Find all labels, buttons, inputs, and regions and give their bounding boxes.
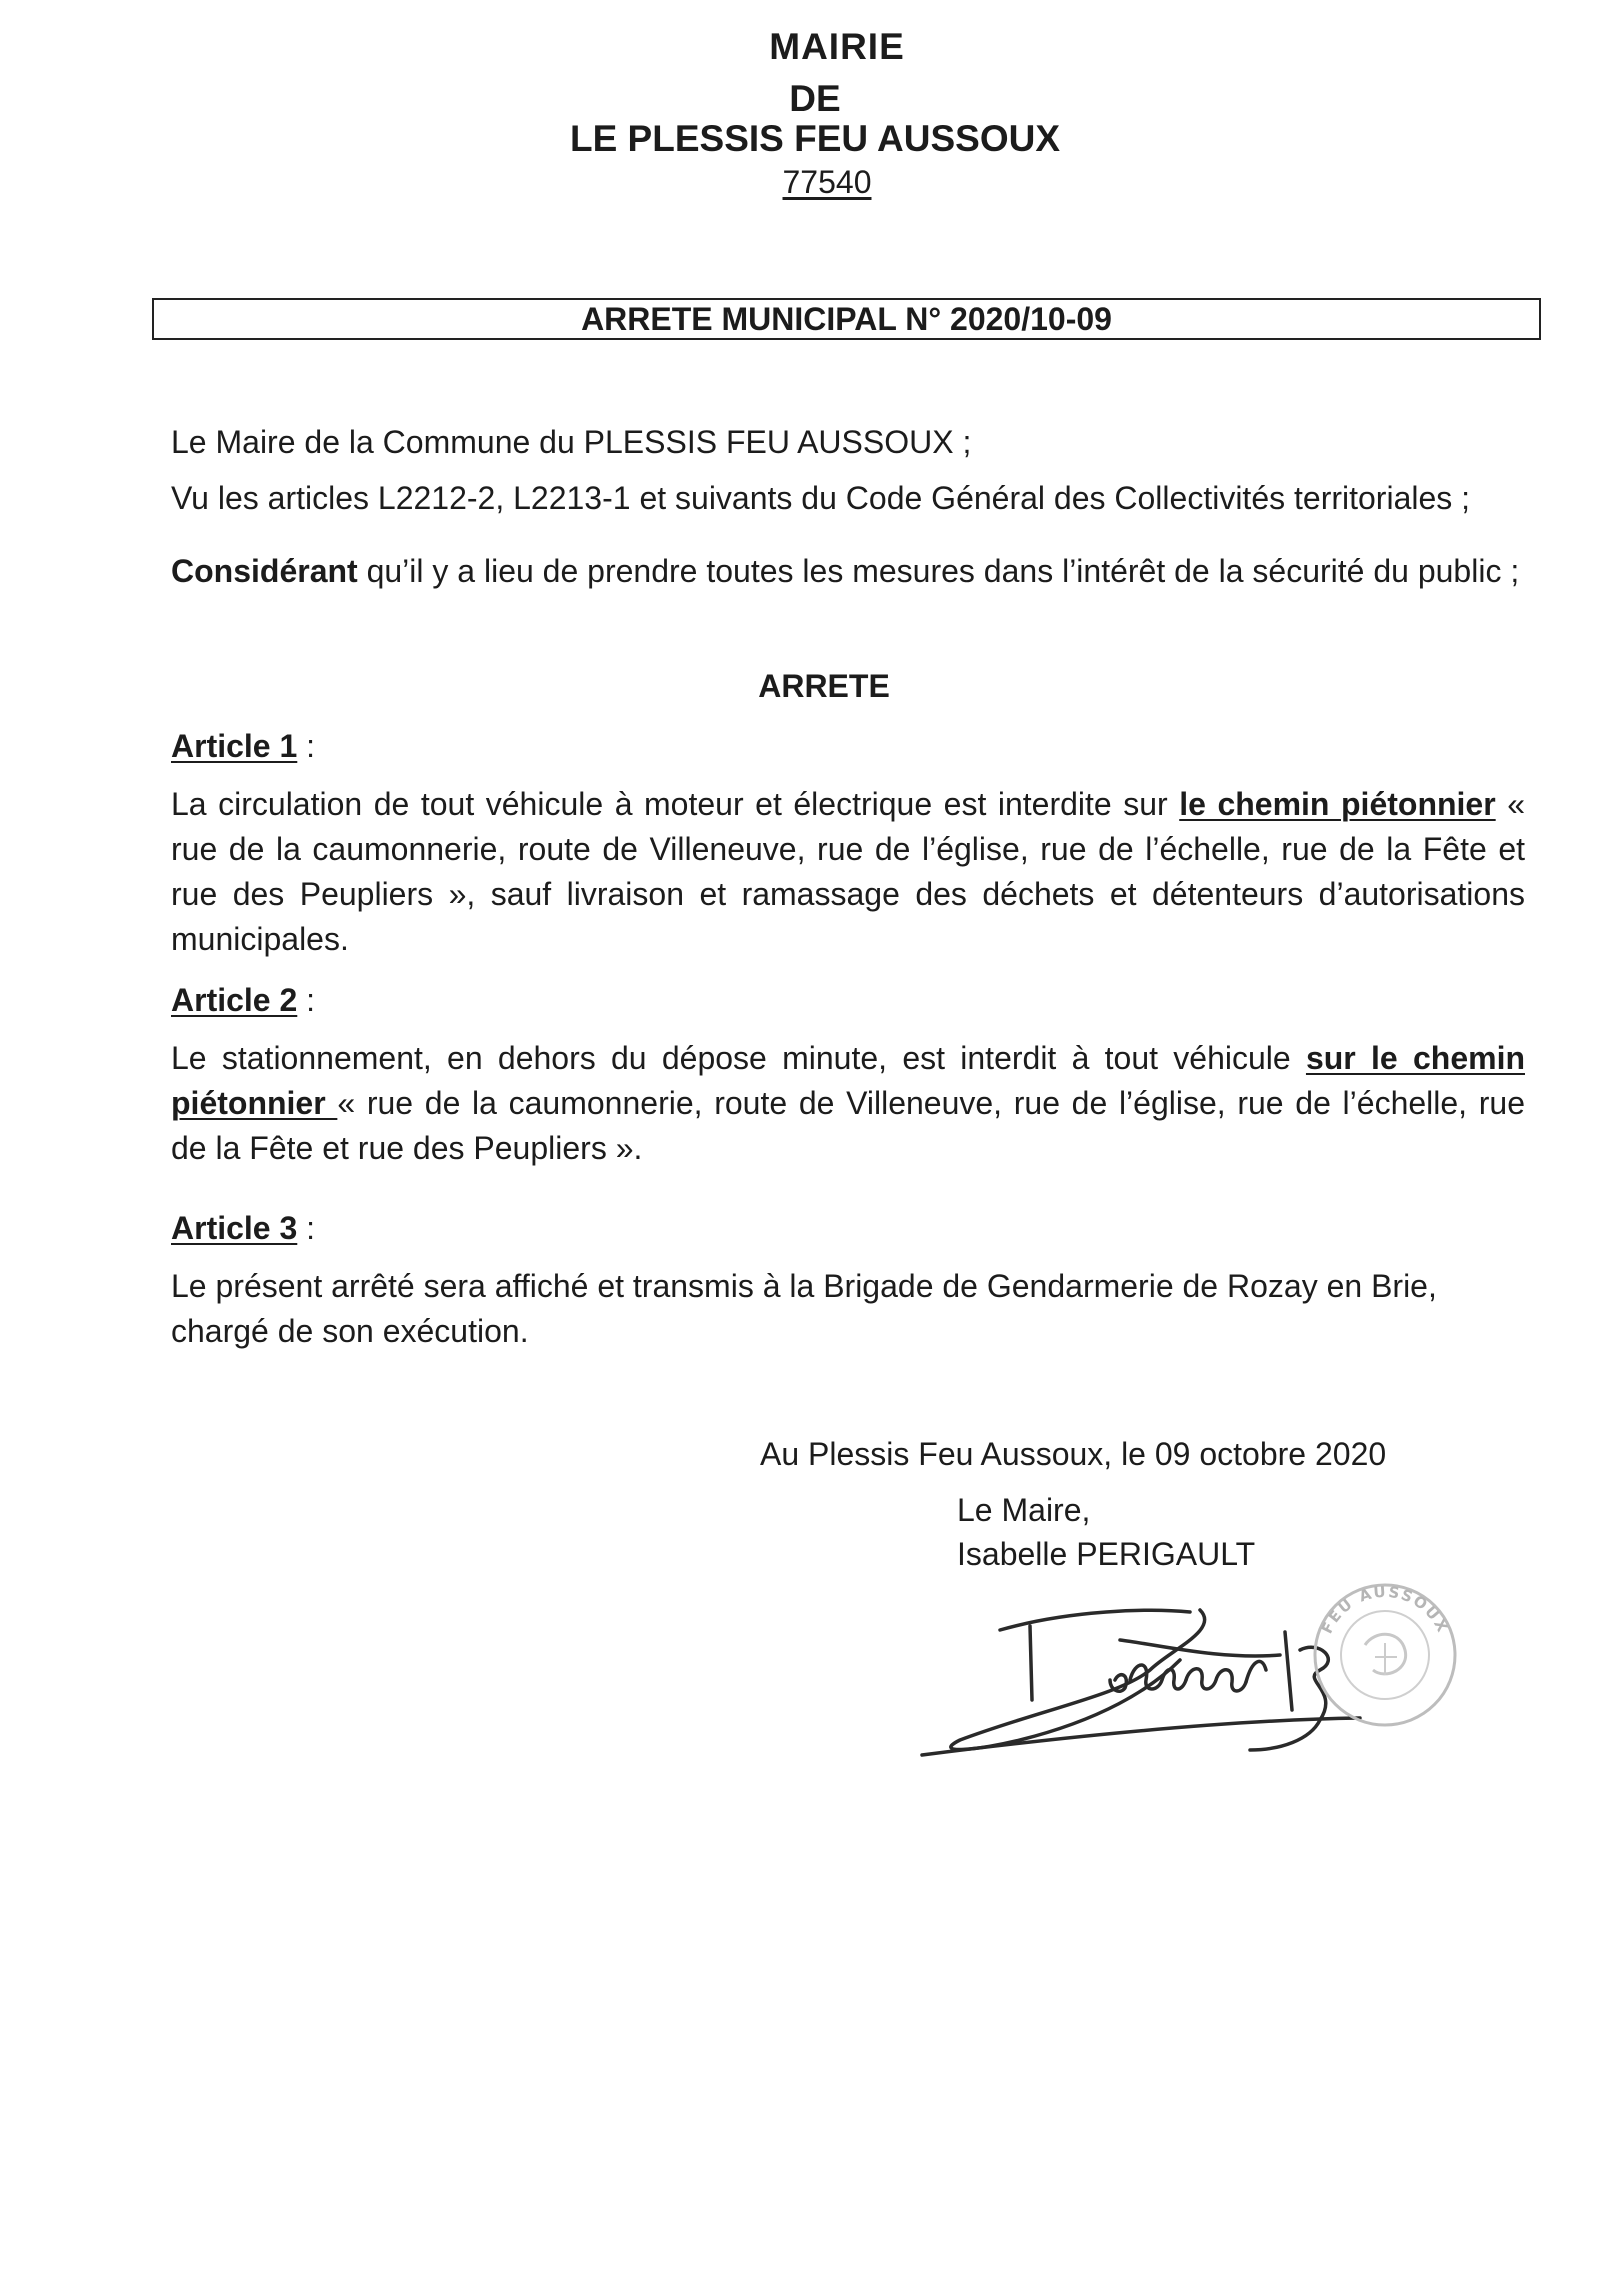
article-1-emphasis: le chemin piétonnier <box>1179 786 1496 822</box>
article-3-label: Article 3 <box>171 1210 298 1246</box>
article-2-text: Le stationnement, en dehors du dépose minute, est interdit à tout véhicule sur le chemin piétonnier « rue de la caumonnerie, route de Villeneuve, rue de l’église, rue de l’échelle, rue de la Fête et rue des Peupliers ». <box>171 1040 1526 1166</box>
arrete-number-box <box>152 298 1541 340</box>
article-1-label: Article 1 <box>171 728 298 764</box>
preamble-line-2: Vu les articles L2212-2, L2213-1 et suivants du Code Général des Collectivités territoriales ; <box>171 480 1471 516</box>
svg-text:FEU AUSSOUX: FEU AUSSOUX <box>1317 1582 1453 1637</box>
signature-role: Le Maire, <box>957 1492 1091 1528</box>
signature-name: Isabelle PERIGAULT <box>957 1536 1256 1572</box>
header-postcode: 77540 <box>782 164 872 200</box>
header-de: DE <box>789 78 841 119</box>
article-3-heading: Article 3 : <box>171 1210 316 1246</box>
article-3-text: Le présent arrêté sera affiché et transmis à la Brigade de Gendarmerie de Rozay en Brie, chargé de son exécution. <box>171 1268 1437 1349</box>
considerant-paragraph <box>171 550 1525 593</box>
article-2-label: Article 2 <box>171 982 298 1018</box>
header-commune: LE PLESSIS FEU AUSSOUX <box>570 118 1060 159</box>
preamble-line-1: Le Maire de la Commune du PLESSIS FEU AUSSOUX ; <box>171 424 972 460</box>
arrete-title: ARRETE <box>758 668 890 704</box>
signature-place-date: Au Plessis Feu Aussoux, le 09 octobre 2020 <box>760 1436 1387 1472</box>
considerant-keyword: Considérant <box>171 553 358 589</box>
considerant-text: qu’il y a lieu de prendre toutes les mesures dans l’intérêt de la sécurité du public ; <box>357 553 1520 589</box>
official-seal <box>1305 1575 1465 1735</box>
arrete-number: ARRETE MUNICIPAL N° 2020/10-09 <box>581 301 1112 337</box>
article-2-heading: Article 2 : <box>171 982 316 1018</box>
article-1-text: La circulation de tout véhicule à moteur et électrique est interdite sur le chemin piétonnier « rue de la caumonnerie, route de Villeneuve, rue de l’église, rue de l’échelle, rue de la Fête et rue des Peupliers », sauf livraison et ramassage des déchets et détenteurs d’autorisations municipales. <box>171 786 1525 957</box>
article-2-emphasis: sur le chemin piétonnier <box>171 1040 1525 1121</box>
article-1-heading: Article 1 : <box>171 728 316 764</box>
header-mairie: MAIRIE <box>769 26 905 67</box>
